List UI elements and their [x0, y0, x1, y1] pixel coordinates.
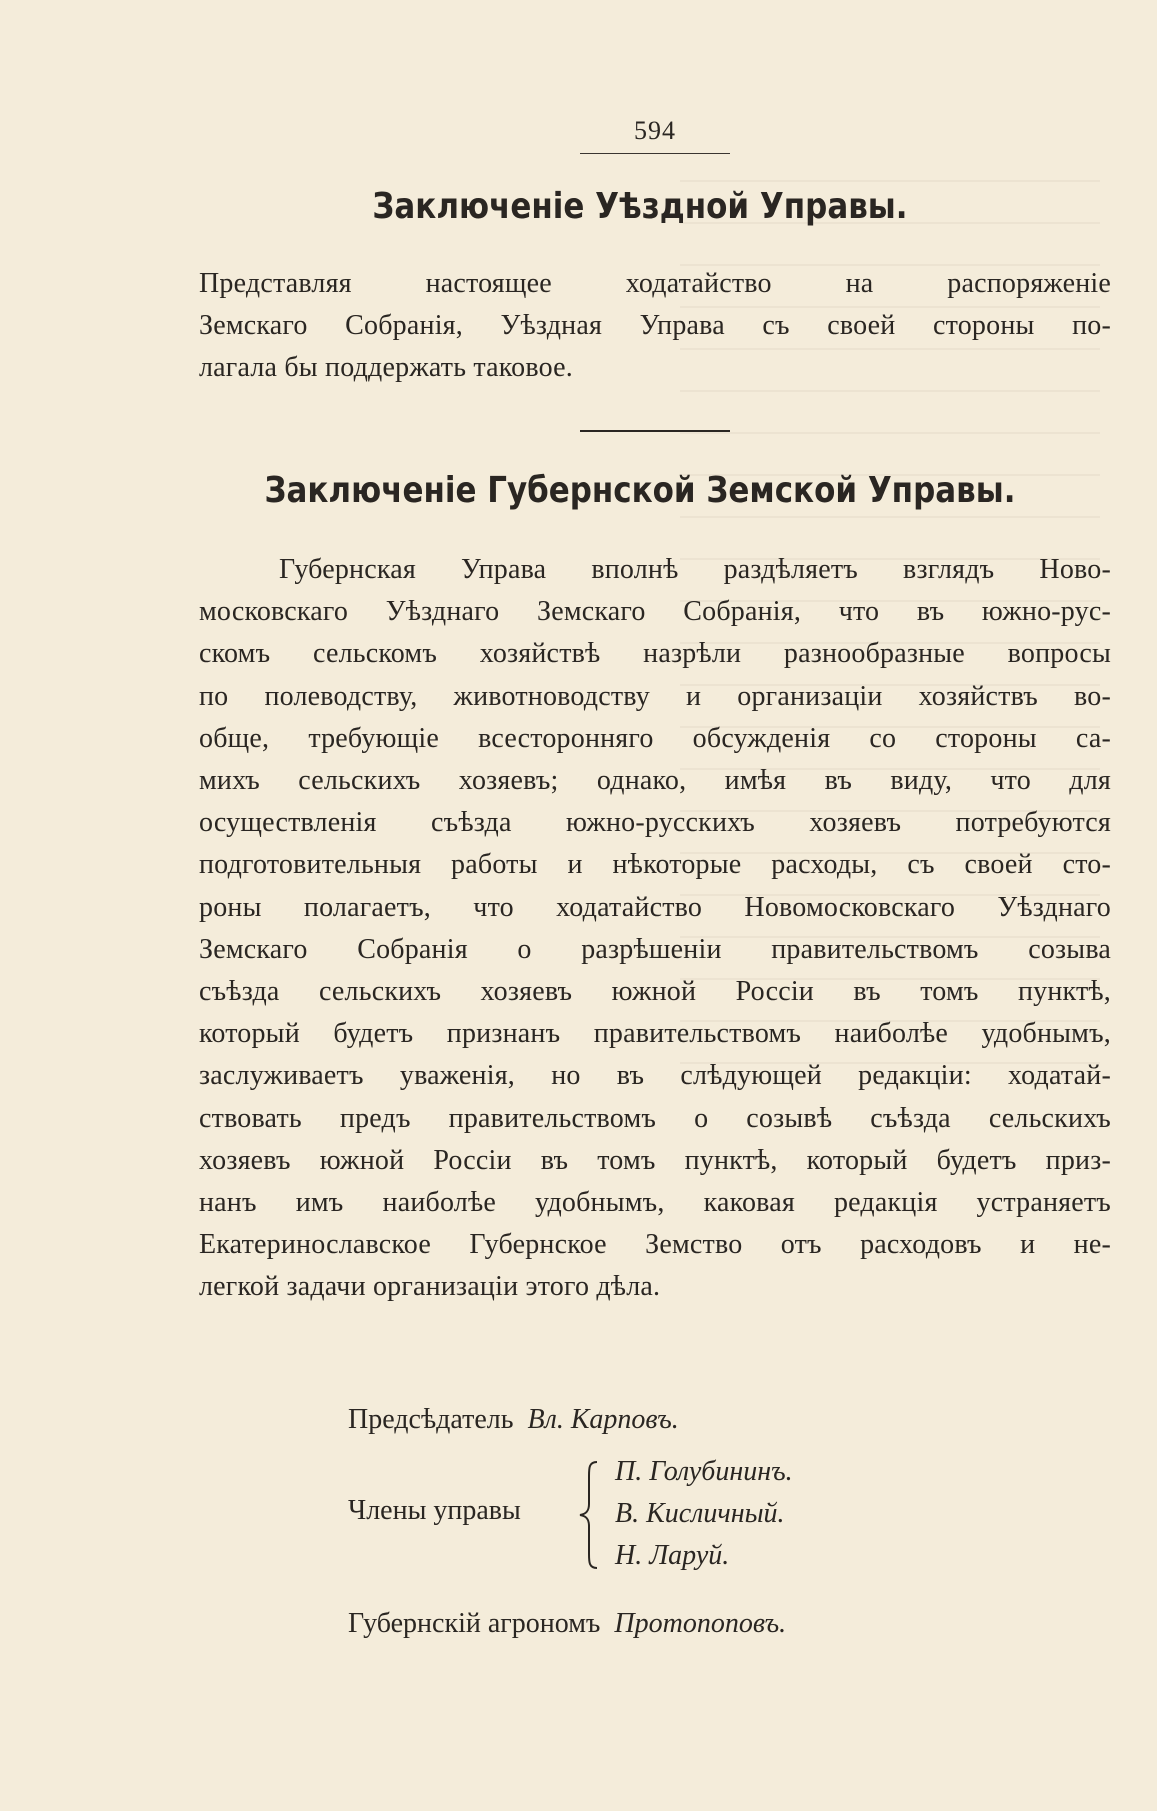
chair-title: Предсѣдатель — [348, 1404, 514, 1435]
paragraph-line: по полеводству, животноводству и организаціи хозяйствъ во- — [199, 680, 1111, 712]
paragraph-line: михъ сельскихъ хозяевъ; однако, имѣя въ виду, что для — [199, 765, 1111, 797]
paragraph-line: подготовительныя работы и нѣкоторые расходы, съ своей сто- — [199, 849, 1111, 881]
paragraph-line: обще, требующіе всесторонняго обсужденія со стороны са- — [199, 722, 1111, 754]
paragraph-line: хозяевъ южной Россіи въ томъ пунктѣ, который будетъ приз- — [199, 1144, 1111, 1176]
paragraph-line: роны полагаетъ, что ходатайство Новомосковскаго Уѣзднаго — [199, 891, 1111, 923]
paragraph-line: Земскаго Собранія о разрѣшеніи правительствомъ созыва — [199, 933, 1111, 965]
paragraph-line: скомъ сельскомъ хозяйствѣ назрѣли разнообразные вопросы — [199, 638, 1111, 670]
member-name: Н. Ларуй. — [615, 1540, 730, 1571]
paragraph-line: Земскаго Собранія, Уѣздная Управа съ своей стороны по- — [199, 310, 1111, 342]
section1-heading: Заключеніе Уѣздной Управы. — [372, 186, 908, 227]
member-name: П. Голубининъ. — [615, 1456, 793, 1487]
page-number: 594 — [634, 116, 676, 145]
members-label: Члены управы — [348, 1495, 521, 1526]
paragraph-line: осуществленія съѣзда южно-русскихъ хозяевъ потребуются — [199, 807, 1111, 839]
paragraph-line: лагала бы поддержать таковое. — [199, 352, 573, 384]
chair-signature — [348, 1404, 679, 1436]
member-name: В. Кисличный. — [615, 1498, 785, 1529]
paragraph-line: легкой задачи организаціи этого дѣла. — [199, 1271, 661, 1303]
paragraph-line: ствовать предъ правительствомъ о созывѣ съѣзда сельскихъ — [199, 1102, 1111, 1134]
agronomist-name: Протопоповъ. — [614, 1608, 787, 1639]
section1-paragraph — [199, 263, 1111, 390]
chair-name: Вл. Карповъ. — [527, 1404, 679, 1435]
agronomist-title: Губернскій агрономъ — [348, 1608, 601, 1639]
paragraph-line: Губернская Управа вполнѣ раздѣляетъ взглядъ Ново- — [279, 554, 1111, 585]
section-divider — [580, 430, 730, 432]
section2-heading: Заключенiе Губернской Земской Управы. — [264, 470, 1016, 511]
paragraph-line: который будетъ признанъ правительствомъ наиболѣе удобнымъ, — [199, 1018, 1111, 1050]
paragraph-line: Представляя настоящее ходатайство на распоряженіе — [199, 268, 1111, 299]
paragraph-line: Екатеринославское Губернское Земство отъ расходовъ и не- — [199, 1229, 1111, 1261]
page-number-rule — [580, 153, 730, 154]
paragraph-line: московскаго Уѣзднаго Земскаго Собранія, что въ южно-рус- — [199, 596, 1111, 628]
section2-paragraph — [199, 549, 1111, 1309]
paragraph-line: нанъ имъ наиболѣе удобнымъ, каковая редакція устраняетъ — [199, 1187, 1111, 1219]
agronomist-signature — [348, 1608, 786, 1640]
paragraph-line: заслуживаетъ уваженія, но въ слѣдующей редакціи: ходатай- — [199, 1060, 1111, 1092]
brace-icon — [577, 1460, 601, 1570]
paragraph-line: съѣзда сельскихъ хозяевъ южной Россіи въ томъ пунктѣ, — [199, 976, 1111, 1008]
